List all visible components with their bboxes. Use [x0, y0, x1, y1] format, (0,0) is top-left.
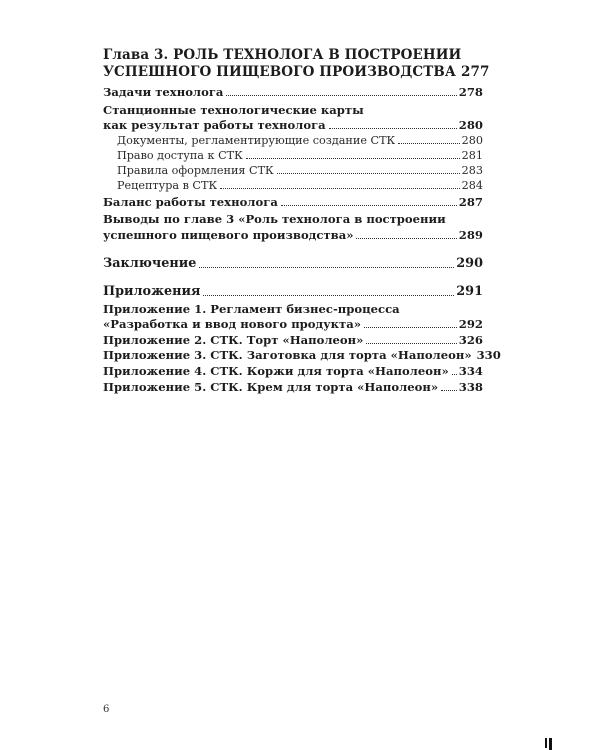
toc-page-number: 287 [458, 195, 483, 209]
toc-entry-label: «Разработка и ввод нового продукта» [103, 317, 361, 331]
toc-page-number: 334 [458, 364, 483, 378]
toc-entry-label: Баланс работы технолога [103, 195, 278, 209]
dot-leader [452, 373, 457, 375]
toc-entry-label: Право доступа к СТК [117, 149, 243, 162]
dot-leader [246, 157, 460, 159]
dot-leader [226, 94, 456, 96]
toc-entry-label: Приложения [103, 284, 201, 299]
toc-page-number: 290 [456, 256, 483, 271]
toc-entry-label: Задачи технолога [103, 85, 224, 99]
conclusions-title-line1: Выводы по главе 3 «Роль технолога в построении [103, 212, 446, 226]
toc-entry-label: Приложение 5. СТК. Крем для торта «Наполеон» [103, 380, 439, 394]
crop-mark [545, 738, 553, 750]
dot-leader [277, 172, 460, 174]
toc-entry-tasks[interactable] [103, 85, 483, 99]
dot-leader [329, 127, 457, 129]
toc-page-number: 289 [458, 228, 483, 242]
toc-entry-appendix-5[interactable] [103, 380, 483, 394]
toc-entry-appendix-2[interactable] [103, 333, 483, 347]
toc-entry-conclusion[interactable] [103, 256, 483, 271]
toc-entry-label: Заключение [103, 256, 197, 271]
toc-entry-label: УСПЕШНОГО ПИЩЕВОГО ПРОИЗВОДСТВА [103, 64, 456, 80]
dot-leader [281, 204, 457, 206]
dot-leader [441, 389, 457, 391]
toc-entry-label: Правила оформления СТК [117, 164, 274, 177]
toc-page-number: 284 [461, 179, 483, 192]
toc-entry-label: Приложение 4. СТК. Коржи для торта «Наполеон» [103, 364, 449, 378]
toc-page-number: 330 [476, 348, 501, 362]
toc-entry-appendix-1[interactable] [103, 317, 483, 331]
toc-entry-balance[interactable] [103, 195, 483, 209]
toc-page-number: 291 [456, 284, 483, 299]
toc-page-number: 338 [458, 380, 483, 394]
toc-subentry[interactable] [103, 164, 483, 177]
toc-page-number: 277 [460, 64, 490, 80]
toc-entry-label: как результат работы технолога [103, 118, 326, 132]
toc-entry-label: Приложение 2. СТК. Торт «Наполеон» [103, 333, 364, 347]
toc-entry-chapter-3[interactable] [103, 64, 490, 80]
toc-page-number: 280 [461, 134, 483, 147]
dot-leader [199, 266, 454, 268]
toc-subentry[interactable] [103, 179, 483, 192]
toc-entry-appendices[interactable] [103, 284, 483, 299]
page-number: 6 [103, 704, 110, 715]
chapter-3-title-line1: Глава 3. РОЛЬ ТЕХНОЛОГА В ПОСТРОЕНИИ [103, 47, 462, 63]
toc-page-number: 326 [458, 333, 483, 347]
toc-page-number: 280 [458, 118, 483, 132]
dot-leader [203, 294, 454, 296]
toc-page-number: 278 [458, 85, 483, 99]
appendix-1-title-line1: Приложение 1. Регламент бизнес-процесса [103, 302, 400, 316]
toc-entry-conclusions[interactable] [103, 228, 483, 242]
toc-entry-label: Документы, регламентирующие создание СТК [117, 134, 396, 147]
toc-subentry[interactable] [103, 149, 483, 162]
stk-title-line1: Станционные технологические карты [103, 103, 364, 117]
toc-entry-stk[interactable] [103, 118, 483, 132]
toc-subentry[interactable] [103, 134, 483, 147]
toc-page-number: 281 [461, 149, 483, 162]
toc-entry-appendix-3[interactable] [103, 348, 501, 362]
dot-leader [398, 142, 459, 144]
toc-entry-label: успешного пищевого производства» [103, 228, 354, 242]
toc-entry-label: Рецептура в СТК [117, 179, 218, 192]
toc-page-number: 283 [461, 164, 483, 177]
dot-leader [220, 187, 460, 189]
toc-page-number: 292 [458, 317, 483, 331]
dot-leader [356, 237, 456, 239]
dot-leader [364, 326, 457, 328]
toc-entry-label: Приложение 3. СТК. Заготовка для торта «Наполеон» [103, 348, 472, 362]
dot-leader [366, 342, 456, 344]
toc-entry-appendix-4[interactable] [103, 364, 483, 378]
